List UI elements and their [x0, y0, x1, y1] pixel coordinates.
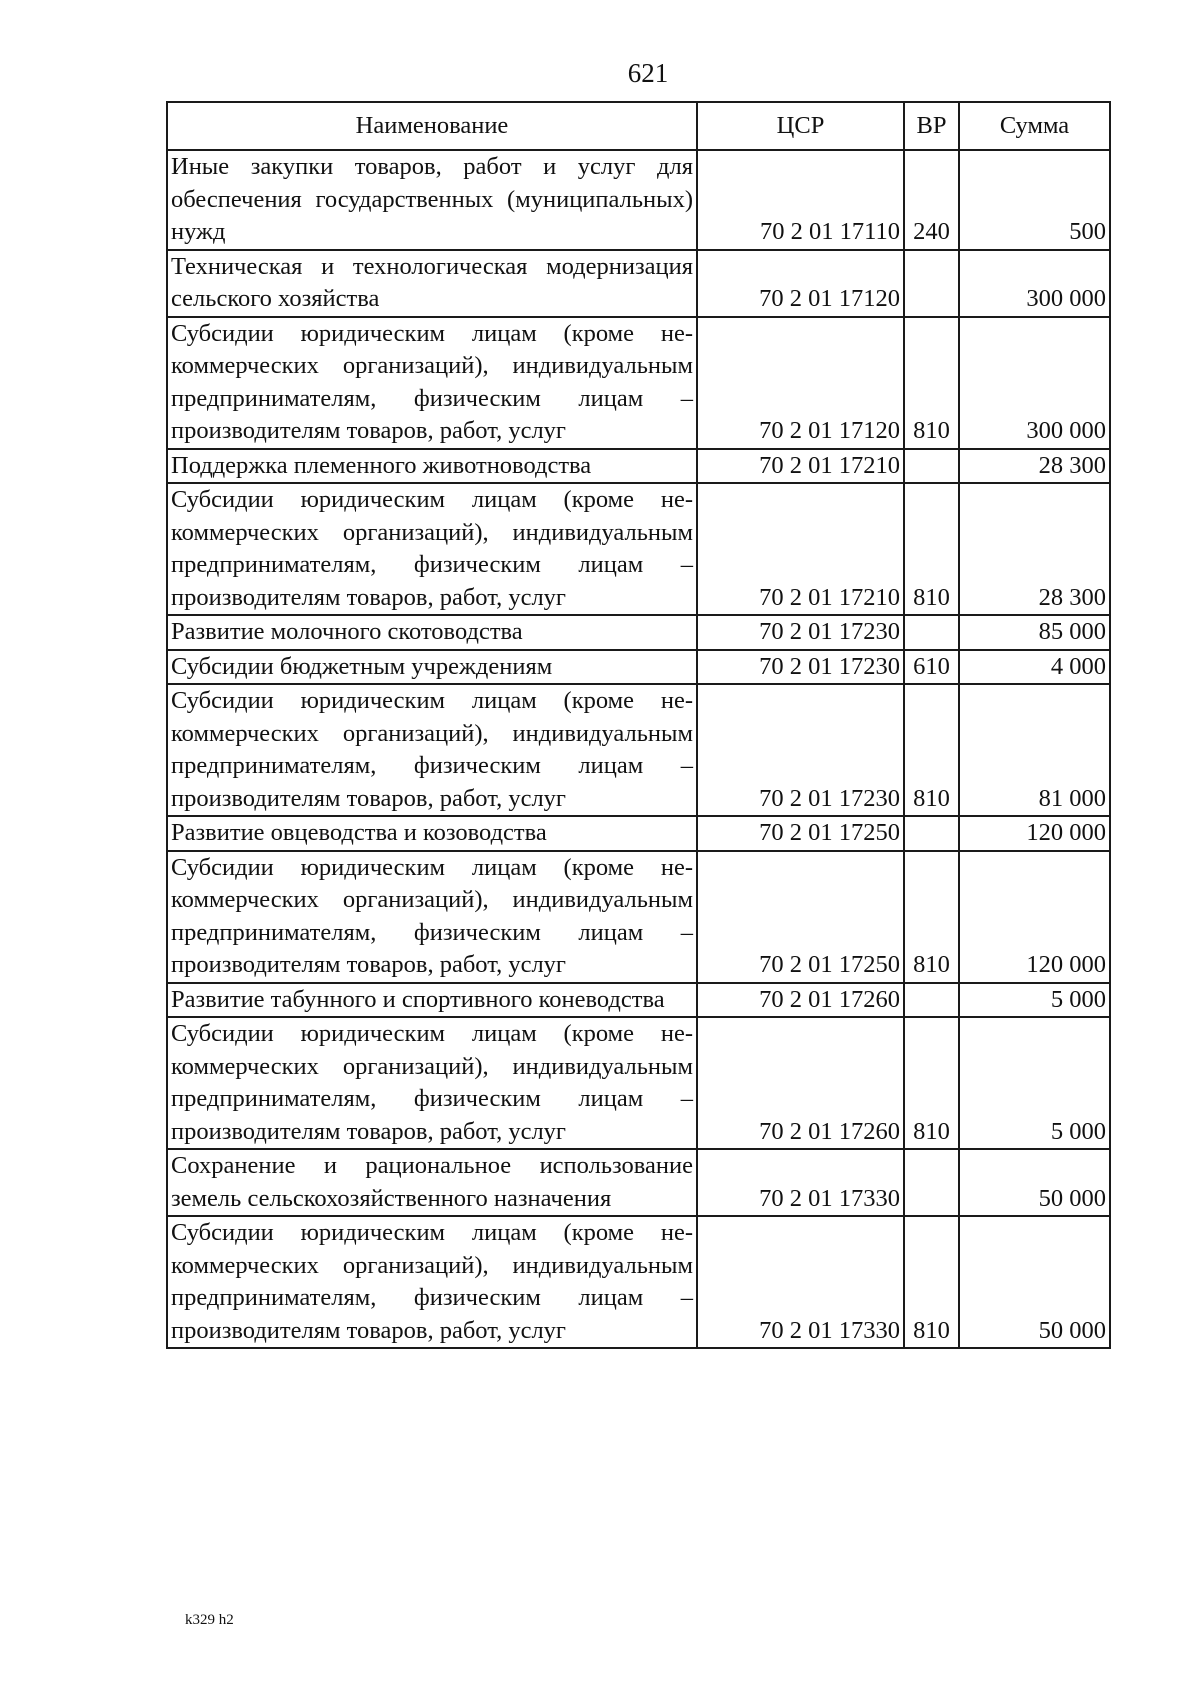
- cell-sum: 50 000: [959, 1149, 1110, 1216]
- cell-name: Развитие молочного скотоводства: [167, 615, 697, 650]
- table-row: [167, 684, 1110, 816]
- cell-vr: 810: [904, 483, 959, 615]
- table-row: [167, 983, 1110, 1018]
- cell-sum: 500: [959, 150, 1110, 250]
- table-row: [167, 1149, 1110, 1216]
- cell-sum: 28 300: [959, 483, 1110, 615]
- cell-vr: [904, 250, 959, 317]
- table-row: [167, 483, 1110, 615]
- table-row: [167, 615, 1110, 650]
- cell-name: Поддержка племенного животноводства: [167, 449, 697, 484]
- table-row: [167, 1017, 1110, 1149]
- cell-vr: [904, 449, 959, 484]
- cell-sum: 5 000: [959, 1017, 1110, 1149]
- cell-name: Субсидии юридическим лицам (кроме некоммерческих организаций), индивидуальным предпринимателям, физическим лицам – производителям товаров, работ, услуг: [167, 684, 697, 816]
- cell-vr: [904, 816, 959, 851]
- cell-name: Субсидии юридическим лицам (кроме некоммерческих организаций), индивидуальным предпринимателям, физическим лицам – производителям товаров, работ, услуг: [167, 1216, 697, 1348]
- cell-sum: 120 000: [959, 816, 1110, 851]
- cell-vr: 810: [904, 851, 959, 983]
- cell-csr: 70 2 01 17120: [697, 250, 904, 317]
- cell-csr: 70 2 01 17260: [697, 1017, 904, 1149]
- cell-vr: 810: [904, 1216, 959, 1348]
- footer-code: k329 h2: [185, 1612, 234, 1628]
- cell-name: Техническая и технологическая модернизация сельского хозяйства: [167, 250, 697, 317]
- cell-name: Субсидии юридическим лицам (кроме некоммерческих организаций), индивидуальным предпринимателям, физическим лицам – производителям товаров, работ, услуг: [167, 1017, 697, 1149]
- cell-sum: 300 000: [959, 250, 1110, 317]
- cell-name: Субсидии юридическим лицам (кроме некоммерческих организаций), индивидуальным предпринимателям, физическим лицам – производителям товаров, работ, услуг: [167, 317, 697, 449]
- cell-sum: 4 000: [959, 650, 1110, 685]
- table-row: [167, 317, 1110, 449]
- table-row: [167, 650, 1110, 685]
- cell-name: Субсидии юридическим лицам (кроме некоммерческих организаций), индивидуальным предпринимателям, физическим лицам – производителям товаров, работ, услуг: [167, 851, 697, 983]
- cell-name: Иные закупки товаров, работ и услуг для обеспечения государственных (муниципальных) нужд: [167, 150, 697, 250]
- cell-vr: 810: [904, 684, 959, 816]
- cell-csr: 70 2 01 17210: [697, 449, 904, 484]
- cell-sum: 120 000: [959, 851, 1110, 983]
- cell-sum: 81 000: [959, 684, 1110, 816]
- cell-sum: 50 000: [959, 1216, 1110, 1348]
- cell-vr: [904, 615, 959, 650]
- cell-csr: 70 2 01 17120: [697, 317, 904, 449]
- cell-vr: 810: [904, 1017, 959, 1149]
- cell-sum: 85 000: [959, 615, 1110, 650]
- table-row: [167, 150, 1110, 250]
- cell-csr: 70 2 01 17250: [697, 816, 904, 851]
- cell-csr: 70 2 01 17260: [697, 983, 904, 1018]
- column-header-vr: ВР: [904, 102, 959, 150]
- table-row: [167, 851, 1110, 983]
- header-row: [167, 102, 1110, 150]
- cell-sum: 28 300: [959, 449, 1110, 484]
- table-body: [167, 150, 1110, 1348]
- cell-csr: 70 2 01 17230: [697, 615, 904, 650]
- cell-csr: 70 2 01 17330: [697, 1216, 904, 1348]
- cell-csr: 70 2 01 17230: [697, 650, 904, 685]
- cell-name: Субсидии юридическим лицам (кроме некоммерческих организаций), индивидуальным предпринимателям, физическим лицам – производителям товаров, работ, услуг: [167, 483, 697, 615]
- column-header-name: Наименование: [167, 102, 697, 150]
- cell-name: Сохранение и рациональное использование земель сельскохозяйственного назначения: [167, 1149, 697, 1216]
- cell-sum: 300 000: [959, 317, 1110, 449]
- page-number: 621: [627, 58, 669, 88]
- cell-vr: 810: [904, 317, 959, 449]
- cell-csr: 70 2 01 17250: [697, 851, 904, 983]
- table-row: [167, 1216, 1110, 1348]
- cell-vr: 610: [904, 650, 959, 685]
- budget-table: [166, 101, 1111, 1349]
- cell-csr: 70 2 01 17210: [697, 483, 904, 615]
- cell-csr: 70 2 01 17230: [697, 684, 904, 816]
- table-row: [167, 250, 1110, 317]
- table-row: [167, 449, 1110, 484]
- cell-csr: 70 2 01 17110: [697, 150, 904, 250]
- cell-name: Развитие овцеводства и козоводства: [167, 816, 697, 851]
- cell-csr: 70 2 01 17330: [697, 1149, 904, 1216]
- table-header: [167, 102, 1110, 150]
- cell-vr: [904, 983, 959, 1018]
- cell-name: Субсидии бюджетным учреждениям: [167, 650, 697, 685]
- column-header-sum: Сумма: [959, 102, 1110, 150]
- cell-vr: 240: [904, 150, 959, 250]
- column-header-csr: ЦСР: [697, 102, 904, 150]
- cell-vr: [904, 1149, 959, 1216]
- table-row: [167, 816, 1110, 851]
- cell-sum: 5 000: [959, 983, 1110, 1018]
- cell-name: Развитие табунного и спортивного коневодства: [167, 983, 697, 1018]
